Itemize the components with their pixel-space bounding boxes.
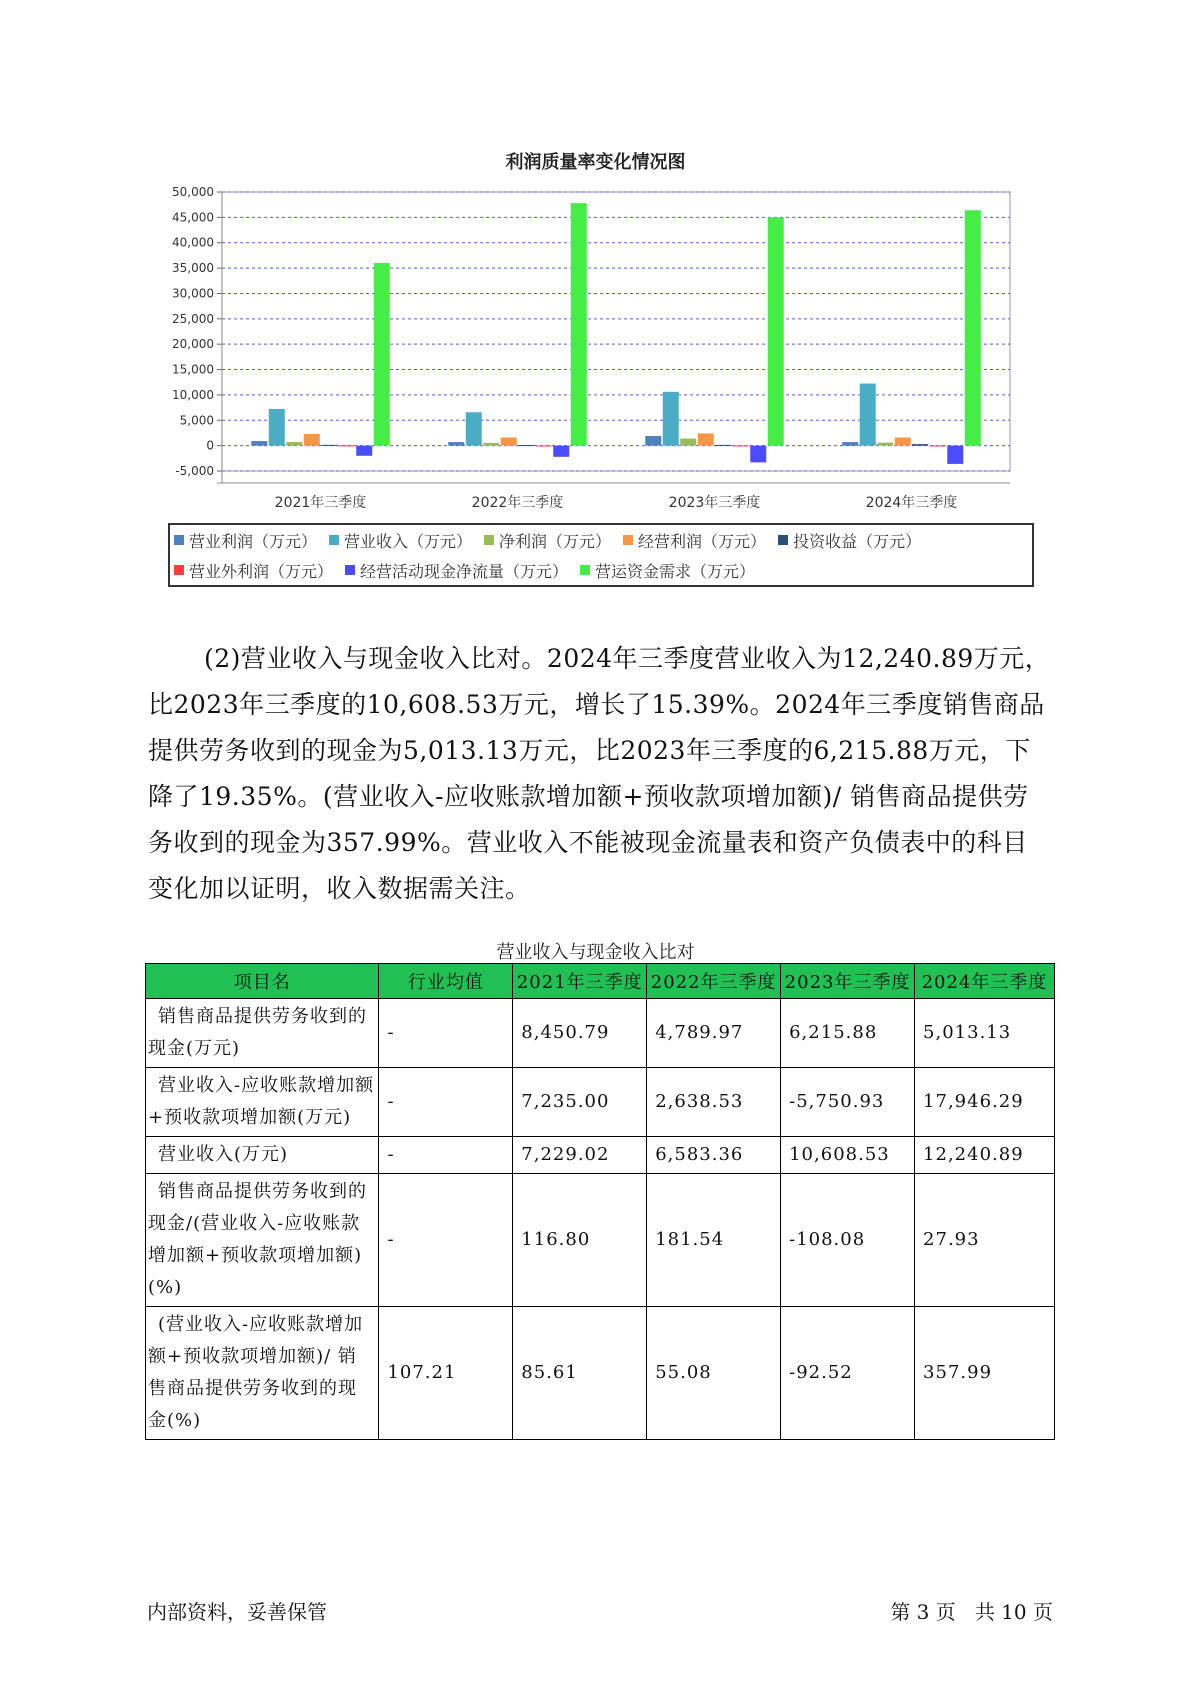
plot-area xyxy=(222,192,1010,471)
y-tick-label: 0 xyxy=(206,438,214,453)
chart-legend xyxy=(168,523,1034,587)
bar-chart xyxy=(0,0,1191,520)
item-cell: 营业收入-应收账款增加额+预收款项增加额(万元) xyxy=(146,1068,379,1137)
x-tick-label: 2024年三季度 xyxy=(865,495,958,511)
legend-item xyxy=(580,559,755,582)
value-cell: 107.21 xyxy=(379,1307,513,1440)
legend-item xyxy=(174,559,333,582)
bar xyxy=(251,441,267,446)
bar xyxy=(466,412,482,445)
legend-label: 投资收益（万元） xyxy=(793,531,922,551)
value-cell: 17,946.29 xyxy=(915,1068,1055,1137)
y-tick-label: -5,000 xyxy=(175,464,214,478)
value-cell: - xyxy=(379,999,513,1068)
bar xyxy=(912,444,928,446)
legend-label: 净利润（万元） xyxy=(499,531,612,551)
value-cell: -5,750.93 xyxy=(781,1068,915,1137)
y-tick-label: 10,000 xyxy=(172,387,214,402)
value-cell: 6,583.36 xyxy=(647,1137,781,1174)
bar xyxy=(269,409,285,446)
legend-swatch xyxy=(174,565,184,575)
value-cell: 6,215.88 xyxy=(781,999,915,1068)
value-cell: 10,608.53 xyxy=(781,1137,915,1174)
bar xyxy=(536,445,552,446)
bar xyxy=(895,438,911,446)
footer-confidential: 内部资料，妥善保管 xyxy=(147,1600,327,1624)
y-tick-label: 35,000 xyxy=(172,261,214,276)
bar xyxy=(733,445,749,446)
legend-row xyxy=(170,555,1032,585)
bar xyxy=(680,439,696,446)
x-tick-label: 2022年三季度 xyxy=(471,495,564,511)
legend-row xyxy=(170,525,1032,555)
bar xyxy=(448,442,464,446)
bar xyxy=(715,445,731,446)
legend-swatch xyxy=(345,565,355,575)
item-cell: 营业收入(万元) xyxy=(146,1137,379,1174)
value-cell: 8,450.79 xyxy=(513,999,647,1068)
footer-page-number: 第 3 页 共 10 页 xyxy=(890,1600,1053,1624)
y-tick-label: 15,000 xyxy=(172,362,214,377)
bar xyxy=(750,446,766,463)
item-cell: (营业收入-应收账款增加额+预收款项增加额)/ 销售商品提供劳务收到的现金(%) xyxy=(146,1307,379,1440)
legend-swatch xyxy=(484,535,494,545)
bar xyxy=(947,446,963,464)
bar xyxy=(518,445,534,446)
table-header-row xyxy=(146,964,1055,999)
bar xyxy=(339,445,355,446)
legend-label: 经营利润（万元） xyxy=(638,531,767,551)
table-row xyxy=(146,1174,1055,1307)
legend-label: 营业收入（万元） xyxy=(344,531,473,551)
legend-swatch xyxy=(174,535,184,545)
value-cell: 7,235.00 xyxy=(513,1068,647,1137)
value-cell: 2,638.53 xyxy=(647,1068,781,1137)
value-cell: 116.80 xyxy=(513,1174,647,1307)
bar xyxy=(930,445,946,446)
item-cell: 销售商品提供劳务收到的现金/(营业收入-应收账款增加额+预收款项增加额)(%) xyxy=(146,1174,379,1307)
value-cell: 85.61 xyxy=(513,1307,647,1440)
bar xyxy=(842,442,858,446)
legend-swatch xyxy=(623,535,633,545)
x-tick-label: 2021年三季度 xyxy=(274,495,367,511)
bar xyxy=(663,392,679,446)
legend-label: 营业利润（万元） xyxy=(189,531,318,551)
legend-item xyxy=(345,559,568,582)
bar xyxy=(768,217,784,445)
y-tick-label: 40,000 xyxy=(172,235,214,250)
bar xyxy=(698,433,714,445)
legend-swatch xyxy=(778,535,788,545)
y-tick-label: 25,000 xyxy=(172,311,214,326)
bar xyxy=(645,436,661,446)
bar xyxy=(571,203,587,445)
x-tick-label: 2023年三季度 xyxy=(668,495,761,511)
value-cell: 357.99 xyxy=(915,1307,1055,1440)
bar xyxy=(374,263,390,446)
header-cell: 项目名 xyxy=(146,964,379,999)
y-tick-label: 45,000 xyxy=(172,210,214,225)
y-tick-label: 50,000 xyxy=(172,185,214,199)
bar xyxy=(321,445,337,446)
legend-item xyxy=(174,529,317,552)
bar xyxy=(877,443,893,446)
value-cell: - xyxy=(379,1137,513,1174)
header-cell: 2024年三季度 xyxy=(915,964,1055,999)
chart-title: 利润质量率变化情况图 xyxy=(505,152,686,173)
legend-label: 营业外利润（万元） xyxy=(189,561,334,581)
legend-label: 营运资金需求（万元） xyxy=(595,561,756,581)
item-cell: 销售商品提供劳务收到的现金(万元) xyxy=(146,999,379,1068)
revenue-cash-table xyxy=(145,963,1055,1440)
y-tick-label: 30,000 xyxy=(172,286,214,301)
bar xyxy=(356,446,372,456)
legend-swatch xyxy=(580,565,590,575)
analysis-paragraph xyxy=(148,636,1053,912)
table-row xyxy=(146,1068,1055,1137)
paragraph-text: (2)营业收入与现金收入比对。2024年三季度营业收入为12,240.89万元，比2023年三季度的10,608.53万元，增长了15.39%。2024年三季度销售商品提供劳务收到的现金为5,013.13万元，比2023年三季度的6,215.88万元，下降了19.35%。(营业收入-应收账款增加额+预收款项增加额)/ 销售商品提供劳务收到的现金为357.99%。营业收入不能被现金流量表和资产负债表中的科目变化加以证明，收入数据需关注。 xyxy=(148,644,1051,903)
legend-label: 经营活动现金净流量（万元） xyxy=(360,561,569,581)
legend-swatch xyxy=(329,535,339,545)
table-row xyxy=(146,1307,1055,1440)
value-cell: 5,013.13 xyxy=(915,999,1055,1068)
value-cell: 12,240.89 xyxy=(915,1137,1055,1174)
value-cell: -108.08 xyxy=(781,1174,915,1307)
value-cell: - xyxy=(379,1174,513,1307)
bar xyxy=(553,446,569,457)
y-tick-label: 5,000 xyxy=(179,413,214,428)
table-row xyxy=(146,1137,1055,1174)
header-cell: 行业均值 xyxy=(379,964,513,999)
value-cell: - xyxy=(379,1068,513,1137)
header-cell: 2023年三季度 xyxy=(781,964,915,999)
value-cell: 55.08 xyxy=(647,1307,781,1440)
value-cell: 181.54 xyxy=(647,1174,781,1307)
bar xyxy=(286,442,302,446)
value-cell: 4,789.97 xyxy=(647,999,781,1068)
header-cell: 2021年三季度 xyxy=(513,964,647,999)
bar xyxy=(860,384,876,446)
legend-item xyxy=(329,529,472,552)
legend-item xyxy=(484,529,611,552)
legend-item xyxy=(778,529,921,552)
legend-item xyxy=(623,529,766,552)
table-caption: 营业收入与现金收入比对 xyxy=(496,942,695,963)
y-tick-label: 20,000 xyxy=(172,337,214,352)
value-cell: -92.52 xyxy=(781,1307,915,1440)
bar xyxy=(501,438,517,446)
bar xyxy=(304,434,320,446)
bar xyxy=(483,443,499,446)
bar xyxy=(965,210,981,445)
table-row xyxy=(146,999,1055,1068)
value-cell: 27.93 xyxy=(915,1174,1055,1307)
value-cell: 7,229.02 xyxy=(513,1137,647,1174)
header-cell: 2022年三季度 xyxy=(647,964,781,999)
